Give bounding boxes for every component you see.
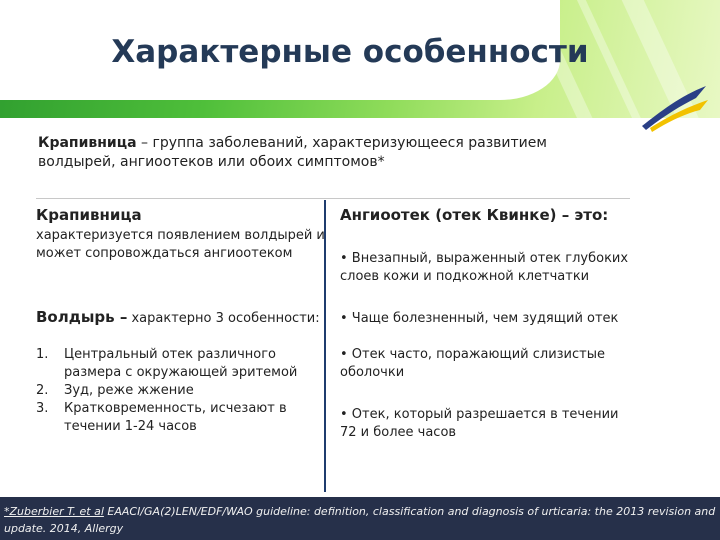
intro-text: – группа заболеваний, характеризующееся развитием волдырей, ангиоотеков или обоих симптомов* [38, 135, 547, 170]
footnote-text: EAACI/GA(2)LEN/EDF/WAO guideline: definition, classification and diagnosis of urticaria: the 2013 revision and update. 2014, Allergy [4, 505, 716, 535]
intro-definition [38, 134, 598, 172]
right-item: • Отек часто, поражающий слизистые оболочки [340, 347, 605, 380]
right-item: • Чаще болезненный, чем зудящий отек [340, 311, 619, 326]
footnote [0, 497, 720, 540]
left-heading: Крапивница [36, 206, 142, 224]
footnote-author: *Zuberbier T. et al [4, 505, 104, 518]
list-item: 3. Кратковременность, исчезают в течении 1-24 часов [36, 401, 287, 434]
arrow-swoosh-icon [640, 82, 710, 132]
right-item: • Внезапный, выраженный отек глубоких слоев кожи и подкожной клетчатки [340, 251, 629, 284]
right-item: • Отек, который разрешается в течении 72 и более часов [340, 407, 619, 440]
section-divider [36, 198, 630, 199]
wheal-text: характерно 3 особенности: [127, 311, 320, 326]
page-title: Характерные особенности [111, 34, 589, 70]
wheal-features-list [36, 346, 306, 436]
wheal-term: Волдырь – [36, 308, 128, 326]
left-description: характеризуется появлением волдырей и может сопровождаться ангиоотеком [36, 228, 325, 261]
list-item: 1. Центральный отек различного размера с окружающей эритемой [36, 347, 298, 380]
wheal-line [36, 308, 326, 328]
intro-term: Крапивница [38, 135, 137, 151]
list-item: 2. Зуд, реже жжение [36, 383, 194, 398]
right-heading: Ангиоотек (отек Квинке) – это: [340, 206, 609, 224]
